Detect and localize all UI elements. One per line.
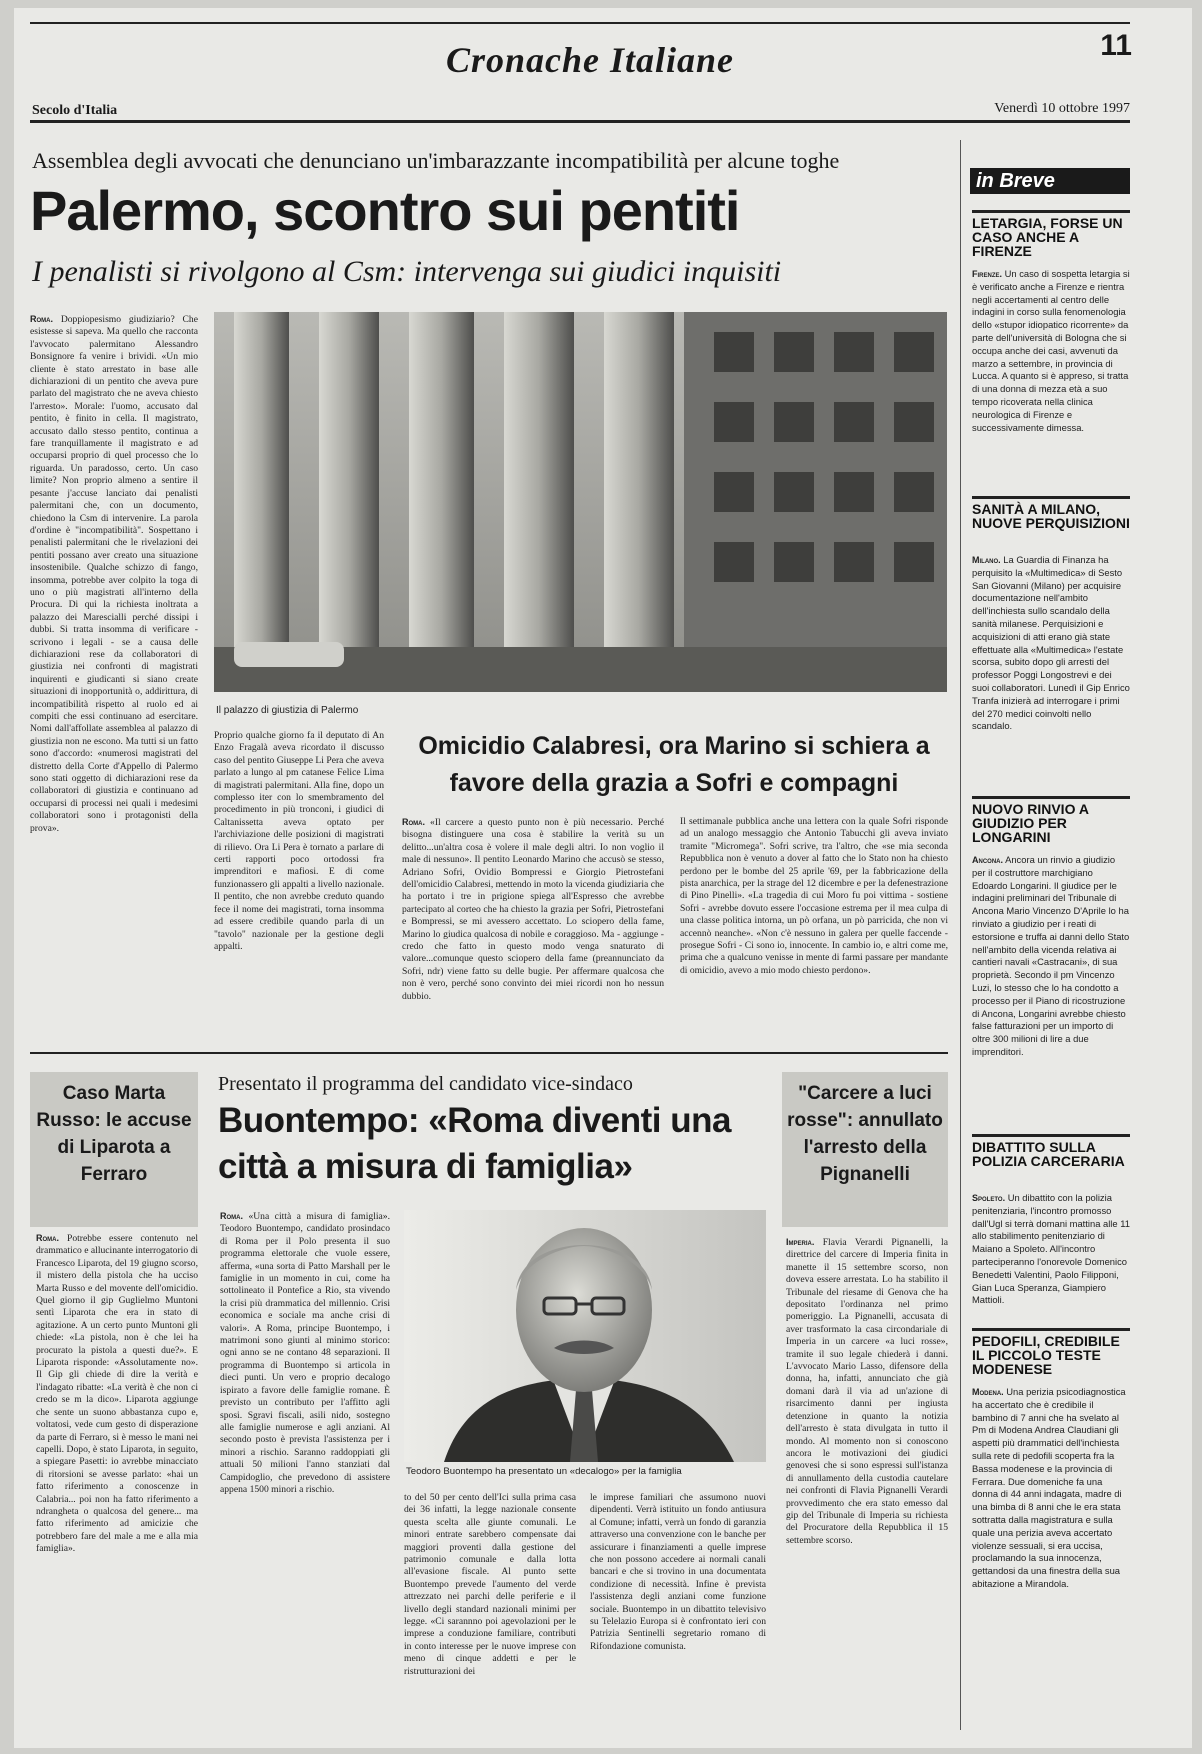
- brief-1-dateline: Firenze.: [972, 269, 1002, 279]
- brief-1-body: Un caso di sospetta letargia si è verificato anche a Firenze e rientra negli accertamenti al centro delle indagini in corso sulla fenomenologia dello «stupor idiopatico ricorrente» da parte dell'università di Bologna che si occupa anche dei casi, avvenuti da marzo a settembre, in provincia di Lucca. A quanto si è appreso, si tratta di una donna di mezza età a suo tempo ricoverata nella clinica neurologica di Firenze e successivamente dimessa.: [972, 268, 1130, 433]
- issue-date: Venerdì 10 ottobre 1997: [994, 101, 1130, 116]
- brief-5-dateline: Modena.: [972, 1387, 1004, 1397]
- page-number: 11: [1100, 29, 1132, 62]
- brief-5-headline: PEDOFILI, CREDIBILE IL PICCOLO TESTE MODENESE: [972, 1333, 1120, 1377]
- mid-page-rule: [30, 1052, 948, 1054]
- buontempo-column-top: [220, 1210, 390, 1732]
- brief-4-headline: DIBATTITO SULLA POLIZIA CARCERARIA: [972, 1139, 1125, 1169]
- header-top-rule: [30, 22, 1130, 24]
- section-title: Cronache Italiane: [445, 40, 735, 80]
- brief-4-body: Un dibattito con la polizia penitenziaria, l'incontro promosso dall'Ugl si terrà domani mattina alle 11 allo stabilimento penitenziario di Maiano a Spoleto. All'incontro parteciperanno l'onorevole Domenico Benedetti Valentini, Paolo Filipponi, Gian Luca Speranza, Giampiero Mattioli.: [972, 1192, 1130, 1306]
- masthead: Secolo d'Italia: [32, 103, 118, 118]
- buontempo-column-2-text: to del 50 per cento dell'Ici sulla prima casa dei 36 infatti, la legge nazionale consente questa scelta alle giunte comunali. Le minori entrate sarebbero compensate dai maggiori proventi dalla gestione del patrimonio comunale e dalla lotta all'evasione fiscale. Al punto sette Buontempo prevede l'aumento del verde attrezzato nei parchi delle periferie e il livello degli standard nazionali minimi per legge. «Ci sarannno poi agevolazioni per le imprese a conduzione familiare, contributi in conto interesse per le nuove imprese con meno di cinque addetti e per le ristrutturazioni dei: [404, 1492, 576, 1677]
- brief-3-dateline: Ancona.: [972, 855, 1003, 865]
- calabresi-column-2: [680, 816, 948, 1038]
- brief-4-rule: [972, 1134, 1130, 1137]
- brief-2-body: La Guardia di Finanza ha perquisito la «Multimedica» di Sesto San Giovanni (Milano) per acquisire documentazione nell'ambito dell'inchiesta sullo scandalo della sanità milanese. Perquisizioni e acquisizioni di atti erano già state effettuate alla «Multimedica» l'estate scorsa, subito dopo gli arresti del professor Poggi Longostrevi e dei suoi collaboratori. Lunedì il Gip Enrico Tranfa inizierà ad interrogare i primi del 270 medici coinvolti nello scandalo.: [972, 554, 1130, 732]
- header-bottom-rule: [30, 120, 1130, 123]
- buontempo-kicker: Presentato il programma del candidato vice-sindaco: [218, 1073, 633, 1095]
- marta-russo-text: Potrebbe essere contenuto nel drammatico e allucinante interrogatorio di Francesco Liparota, del 19 giugno scorso, il mistero della pistola che ha ucciso Marta Russo e del movente dell'omicidio. Quel giorno il gip Guglielmo Muntoni sentì Liparota che era in stato di agitazione. A un certo punto Muntoni gli chiede: «La pistola, non è che lei ha procurato la pistola a questi due?». E Liparota risponde: «Assolutamente no». Il Gip gli chiede di dire la verità e l'indagato ribatte: «La verità è che non ci credo se m la dico». Liparota aggiunge che sente un suono abbastanza cupo e, voltatosi, vede cum gesto di disperazione da parte di Ferraro, si è messo le mani nei capelli. Dopo, è stato Liparota, in seguito, a spiegare Pasetti: io avrebbe minacciato di ritorsioni se avesse parlato: «hai un fatto riferimento a conoscenze in Calabria... poi non ha fatto riferimento a ndrangheta o qualcosa del genere... ma fatto riferimento ad amicizie che potrebbero fare del male a me e alla mia famiglia».: [36, 1233, 198, 1555]
- main-column-2-text: Proprio qualche giorno fa il deputato di An Enzo Fragalà aveva ricordato il discusso caso del pentito Giuseppe Li Pera che aveva parlato a lungo al pm catanese Felice Lima di magistrati palermitani. Alla fine, dopo un complesso iter con lo smembramento del procedimento in più tronconi, i giudici di Caltanissetta aveva optato per l'archiviazione delle posizioni di magistrati di rilievo. Ora Li Pera è tornato a parlare di certi rapporti poco ortodossi fra imprenditori e mafiosi. E di come funzionassero gli appalti a livello nazionale. Il pentito, che non avrebbe creduto quando fece il nome dei magistrati, torna insomma ad essere credibile quando parla di un "tavolo" nazionale per la gestione degli appalti.: [214, 730, 384, 952]
- marta-russo-headline: Caso Marta Russo: le accuse di Liparota a Ferraro: [36, 1083, 192, 1185]
- buontempo-dateline: Roma.: [220, 1211, 243, 1221]
- brief-5-body: Una perizia psicodiagnostica ha accertato che è credibile il bambino di 7 anni che ha svelato al Pm di Modena Andrea Claudiani gli aspetti più drammatici dell'inchiesta sulla rete di pedofili scoperta fra la Bassa modenese e la provincia di Ferrara. Due domeniche fa una donna di 44 anni indagata, madre di una bimba di 8 anni che le era stata sottratta dalla magistratura e sulla quale una perizia aveva accertato violenze sessuali, si era uccisa, proclamando la sua innocenza, gettandosi da una finestra della sua abitazione a Mirandola.: [972, 1386, 1126, 1589]
- main-column-1: [30, 313, 198, 1038]
- carcere-headline: "Carcere a luci rosse": annullato l'arresto della Pignanelli: [787, 1083, 943, 1185]
- buontempo-column-3: [590, 1492, 766, 1732]
- buontempo-headline: Buontempo: «Roma diventi una città a misura di famiglia»: [218, 1101, 731, 1186]
- brief-3-body: Ancora un rinvio a giudizio per il costruttore marchigiano Edoardo Longarini. Il giudice per le indagini preliminari del Tribunale di Ancona Mario Vincenzo D'Aprile lo ha rinviato a giudizio per i reati di estorsione e truffa ai danni dello Stato nell'ambito della vicenda relativa ai cantieri navali «Castracani», di sua proprietà. Secondo il pm Vincenzo Luzi, lo stesso che lo ha condotto a processo per il Piano di ricostruzione di Ancona, Longarini avrebbe chiesto false fatturazioni per un importo di oltre 300 milioni di lire a due imprenditori.: [972, 854, 1130, 1057]
- buontempo-column-3-text: le imprese familiari che assumono nuovi dipendenti. Verrà istituito un fondo antiusura al Comune; infatti, verrà un fondo di garanzia attraverso una convenzione con le banche per assicurare i finanziamenti a quelle imprese che non possono accedere ai normali canali bancari e che si trovino in una documentata condizione di necessità. Infine è prevista l'assistenza degli anziani come funzione sociale. Buontempo in un dibattito televisivo su Telelazio Europa si è confrontato ieri con Patrizia Sentinelli segretario romano di Rifondazione comunista.: [590, 1492, 766, 1652]
- buontempo-column-top-text: «Una città a misura di famiglia». Teodoro Buontempo, candidato prosindaco di Roma per il Polo presenta il suo programma elettorale che vuole essere, afferma, «una sorta di Patto Marshall per le famiglie in un momento in cui, come ha sottolineato il Pontefice a Rio, sta vivendo la crisi più drammatica del millennio. Crisi economica e sociale ma anche crisi di valori». A Roma, principe Buontempo, i matrimoni sono giunti al minimo storico: ogni anno se ne contano 48 separazioni. Il programma di Buontempo si articola in dieci punti. Un vero e proprio decalogo ispirato a favore delle famiglie romane. È previsto un contributo per l'affitto agli sposi. Sgravi fiscali, asili nido, sostegno alle famiglie numerose e agli anziani. Al secondo posto è prevista l'assistenza per i minori a rischio. Saranno raddoppiati gli attuali 50 milioni l'anno stanziati dal Campidoglio, che prevedono di assistere appena 1500 minori a rischio.: [220, 1211, 390, 1495]
- palazzo-photo-caption: Il palazzo di giustizia di Palermo: [216, 705, 359, 716]
- calabresi-headline: Omicidio Calabresi, ora Marino si schiera a favore della grazia a Sofri e compagni: [418, 732, 930, 797]
- palazzo-giustizia-photo: [214, 312, 947, 692]
- main-headline: Palermo, scontro sui pentiti: [30, 179, 740, 242]
- main-subheadline: I penalisti si rivolgono al Csm: intervenga sui giudici inquisiti: [32, 255, 782, 288]
- main-kicker: Assemblea degli avvocati che denunciano un'imbarazzante incompatibilità per alcune toghe: [32, 148, 840, 173]
- in-breve-divider: [960, 140, 961, 1730]
- brief-2-dateline: Milano.: [972, 555, 1001, 565]
- buontempo-portrait-illustration: [404, 1210, 766, 1462]
- carcere-column: [786, 1236, 948, 1732]
- buontempo-photo-caption: Teodoro Buontempo ha presentato un «decalogo» per la famiglia: [406, 1466, 682, 1477]
- calabresi-dateline: Roma.: [402, 817, 425, 827]
- main-column-2: [214, 730, 384, 1038]
- brief-1-text: [972, 268, 1130, 488]
- brief-1-headline: LETARGIA, FORSE UN CASO ANCHE A FIRENZE: [972, 215, 1123, 259]
- calabresi-column-2-text: Il settimanale pubblica anche una lettera con la quale Sofri risponde ad un analogo messaggio che Antonio Tabucchi gli aveva inviato tramite "Micromega". Sofri scrive, tra l'altro, che «se mia seconda Repubblica non è venuto a dover al fatto che lo Stato non ha chiesto perdono per le bombe del 25 aprile '69, per la fabbricazione della pista anarchica, per la strage del 12 dicembre e per la defenestrazione di Pino Pinelli». «La tragedia di cui Moro fu poi vittima - sostiene Sofri - avrebbe dovuto essere l'occasione estrema per il mea culpa di una classe politica intorna, un pò orfana, un pò parricida, che non vi accennò neanche». «Non c'è nessuno in galera per quelle faccende - prosegue Sofri - Ci sono io, innocente. In cambio io, e altri come me, prima che a qualcuno venisse in mente di farmi passare per mandante di omicidio, avevo a mio modo chiesto perdono».: [680, 816, 948, 976]
- brief-2-headline: SANITÀ A MILANO, NUOVE PERQUISIZIONI: [972, 501, 1130, 531]
- buontempo-photo: [404, 1210, 766, 1462]
- carcere-text: Flavia Verardi Pignanelli, la direttrice del carcere di Imperia finita in manette il 15 settembre scorso, non doveva essere arrestata. Lo ha stabilito il Tribunale del riesame di Genova che ha depositato l'ordinanza nel primo pomeriggio. La Pignanelli, accusata di aver trasformato la casa circondariale di Imperia in un carcere «a luci rosse», tramite il suo legale chiederà i danni. L'avvocato Mario Lasso, difensore della donna, ha, infatti, annunciato che già domani darà il via ad un'azione di risarcimento danni per ingiusta detenzione in quanto la notizia dell'arresto è stata divulgata in tutto il mondo. Al momento non si conoscono ancora le motivazioni dei giudici genovesi che si sono espressi sull'istanza di annullamento della custodia cautelare nei confronti di Flavia Pignanelli Verardi provvedimento che era stato emesso dal gip del Tribunale di Imperia su richiesta del Procuratore della Repubblica il 15 settembre scorso.: [786, 1237, 948, 1546]
- main-column-1-text: Doppiopesismo giudiziario? Che esistesse si sapeva. Ma quello che racconta l'avvocato palermitano Alessandro Bonsignore fa venire i brividi. «Un mio cliente è stato arrestato in base alle dichiarazioni di un pentito che aveva pure parlato del magistrato che ne aveva chiesto l'arresto». Morale: l'uomo, accusato dal pentito, è finito in cella. Il magistrato, accusato dallo stesso pentito, continua a fare tranquillamente il magistrato e ad occuparsi proprio di quel processo che lo riguarda. Un paradosso, certo. Un caso limite? Non proprio almeno a sentire il pesante j'accuse lanciato dai penalisti palermitani che, con un documento, chiedono la Csm di intervenire. La parola d'ordine è "incompatibilità". Sospettano i penalisti palermitani che le rivelazioni dei pentiti possano aver creato una situazione insostenibile. Qualche schizzo di fango, insomma, potrebbe aver colpito la toga di uno o più magistrati all'interno della Procura. Di qui la richiesta inoltrata a palazzo dei Marescialli perché dissipi i dubbi. Si tratta insomma di verificare - scrivono i legali - se a causa delle dichiarazioni rese da collaboratori di giustizia nei confronti di magistrati inquirenti e giudicanti si siano create situazioni di inopportunità o, addirittura, di incompatibilità rispetto al ruolo ed ai compiti che essi continuano ad esercitare. Nomi dall'affollate assemblea al palazzo di giustizia non ne escono. Ma tutti si un fatto sono d'accordo: «numerosi magistrati del distretto della Corte d'Appello di Palermo sono stati oggetto di dichiarazioni rese da collaboratori di giustizia e continuano ad occuparsi di processi nei quali i medesimi collaboratori sono i protagonisti della prova».: [30, 314, 198, 834]
- brief-3-rule: [972, 796, 1130, 799]
- carcere-dateline: Imperia.: [786, 1237, 815, 1247]
- calabresi-column-1: [402, 816, 664, 1038]
- in-breve-logo: in Breve: [976, 170, 1055, 192]
- calabresi-column-1-text: «Il carcere a questo punto non è più necessario. Perché bisogna distinguere una cosa è stabilire la verità su un delitto...un'altra cosa è volere il male degli altri. Io non voglio il male di nessuno». Il pentito Leonardo Marino che accusò se stesso, Adriano Sofri, Ovidio Bompressi e Giorgio Pietrostefani dell'omicidio Calabresi, mettendo in moto la vicenda giudiziaria che ha portato i tre in prigione spiega all'Espresso che avrebbe partecipato al corteo che ha chiesto la grazia per Sofri, Pietrostefani e Bompressi, se mi avessero accettato. Lo sciopero della fame, Marino lo giudica qualcosa di nobile e coraggioso. Ma - aggiunge - credo che fatto in questo modo venga snaturato di valore...comunque questo sciopero della fame (preannunciato da Sofri, ndr) viene fatto su delle bugie. Per affermare qualcosa che non è vero, perché sono convinto dei miei ricordi non ho nessun dubbio.: [402, 817, 664, 1002]
- brief-3-headline: NUOVO RINVIO A GIUDIZIO PER LONGARINI: [972, 801, 1089, 845]
- brief-3-text: [972, 854, 1130, 1128]
- main-dateline: Roma.: [30, 314, 53, 324]
- marta-russo-dateline: Roma.: [36, 1233, 59, 1243]
- marta-russo-column: [36, 1232, 198, 1732]
- brief-5-rule: [972, 1328, 1130, 1331]
- brief-2-rule: [972, 496, 1130, 499]
- brief-4-dateline: Spoleto.: [972, 1193, 1006, 1203]
- brief-2-text: [972, 554, 1130, 790]
- palazzo-giustizia-illustration: [214, 312, 947, 692]
- brief-5-text: [972, 1386, 1130, 1732]
- brief-1-rule: [972, 210, 1130, 213]
- brief-4-text: [972, 1192, 1130, 1322]
- buontempo-column-2: [404, 1492, 576, 1732]
